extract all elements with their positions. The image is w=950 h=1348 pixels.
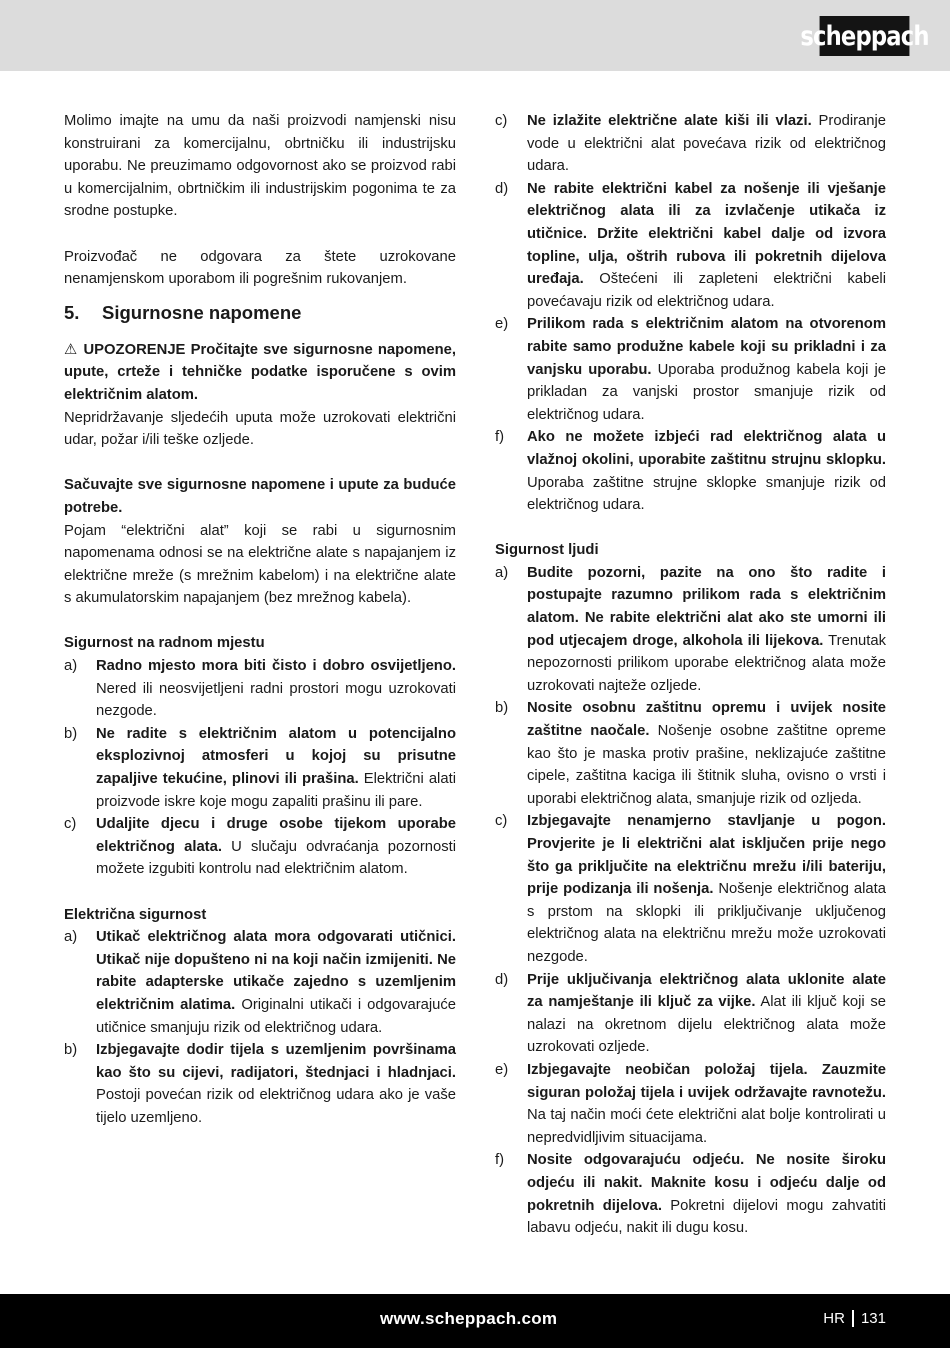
item-text: Nosite osobnu zaštitnu opremu i uvijek nosite zaštitne naočale. Nošenje osobne zaštitne opreme kao što je maska protiv prašine, neklizajuće zaštitne cipele, zaštitna kaciga ili štitnik sluha, ovisno o vrsti i uporabi električnog alata, smanjuje rizik od ozljeda.	[527, 700, 886, 807]
power-tool-definition: Pojam “električni alat” koji se rabi u sigurnosnim napomenama odnosi se na električne alate s napajanjem iz električne mreže (s mrežnim kabelom) i na električne alate s akumulatorskim napajanjem (bez mrežnog kabela).	[64, 522, 456, 607]
page-number: 131	[860, 1310, 886, 1327]
list-item	[495, 426, 886, 516]
list-item	[495, 110, 886, 178]
section-heading	[64, 300, 456, 326]
list-item	[495, 1149, 886, 1239]
item-label: a)	[495, 564, 509, 581]
item-text: Izbjegavajte neobičan položaj tijela. Zauzmite siguran položaj tijela i uvijek održavajte ravnotežu. Na taj način moći ćete električni alat bolje kontrolirati u nepredvidljivim situacijama.	[527, 1061, 886, 1146]
list-item	[495, 969, 886, 1059]
right-column	[495, 110, 886, 1240]
item-text: Budite pozorni, pazite na ono što radite i postupajte razumno prilikom rada s električnim alatom. Ne rabite električni alat ako ste umorni ili pod utjecajem droge, alkohola ili lijekova. Trenutak nepozornosti prilikom uporabe električnog alata može uzrokovati najteže ozljede.	[527, 564, 887, 694]
list-item	[495, 1059, 886, 1149]
scheppach-logo: scheppach	[820, 16, 910, 56]
item-label: c)	[64, 816, 77, 833]
item-label: f)	[495, 1152, 505, 1169]
header-band	[0, 0, 950, 71]
list-item	[495, 810, 886, 968]
item-label: d)	[495, 180, 509, 197]
item-label: d)	[495, 971, 509, 988]
item-text: Prilikom rada s električnim alatom na otvorenom rabite samo produžne kabele koji su prikladni i za vanjsku uporabu. Uporaba produžnog kabela koji je prikladan za vanjski prostor smanjuje rizik od električnog udara.	[527, 316, 886, 423]
list-item	[495, 313, 886, 426]
item-text: Izbjegavajte nenamjerno stavljanje u pogon. Provjerite je li električni alat isključen prije nego što ga priključite na električnu mrežu i/ili bateriju, prije podizanja ili nošenja. Nošenje električnog alata s prstom na sklopki ili priključivanje uključenog električnog alata na električnu mrežu može uzrokovati nezgode.	[527, 813, 886, 965]
item-text: Ako ne možete izbjeći rad električnog alata u vlažnoj okolini, uporabite zaštitnu strujnu sklopku. Uporaba zaštitne strujne sklopke smanjuje rizik od električnog udara.	[527, 429, 886, 514]
footer-page-info	[823, 1310, 886, 1327]
item-label: a)	[64, 658, 78, 675]
item-label: b)	[495, 700, 509, 717]
item-label: a)	[64, 929, 78, 946]
item-text: Radno mjesto mora biti čisto i dobro osvijetljeno. Nered ili neosvijetljeni radni prostori mogu uzrokovati nezgode.	[96, 658, 456, 720]
people-heading: Sigurnost ljudi	[495, 542, 599, 559]
intro-paragraph-2: Proizvođač ne odgovara za štete uzrokovane nenamjenskom uporabom ili pogrešnim rukovanjem.	[64, 248, 456, 288]
list-item	[64, 655, 456, 723]
warning-paragraph	[64, 339, 456, 407]
item-text: Ne radite s električnim alatom u potencijalno eksplozivnoj atmosferi u kojoj su prisutne zapaljive tekućine, plinovi ili prašina. Električni alati proizvode iskre koje mogu zapaliti prašinu ili pare.	[96, 725, 456, 810]
item-text: Prije uključivanja električnog alata uklonite alate za namještanje ili ključ za vijke. Alat ili ključ koji se nalazi na okretnom dijelu električnog alata može uzrokovati ozljede.	[527, 971, 887, 1056]
list-item	[64, 926, 456, 1039]
electrical-heading: Električna sigurnost	[64, 906, 207, 923]
list-item	[495, 178, 886, 314]
footer-band	[0, 1294, 950, 1348]
item-text: Ne izlažite električne alate kiši ili vlazi. Prodiranje vode u električni alat povećava rizik od električnog udara.	[527, 113, 887, 175]
section-title: Sigurnosne napomene	[102, 301, 302, 323]
item-label: c)	[495, 813, 508, 830]
list-item	[495, 562, 886, 698]
item-label: e)	[495, 316, 509, 333]
item-label: e)	[495, 1061, 509, 1078]
section-number: 5.	[64, 301, 80, 323]
list-item	[64, 1039, 456, 1129]
footer-website-link[interactable]: www.scheppach.com	[380, 1309, 558, 1328]
list-item	[495, 697, 886, 810]
footer-separator	[852, 1310, 854, 1327]
item-text: Utikač električnog alata mora odgovarati utičnici. Utikač nije dopušteno ni na koji način izmijeniti. Ne rabite adapterske utikače zajedno s uzemljenim električnim alatima. Originalni utikači i odgovarajuće utičnice smanjuju rizik od električnog udara.	[96, 929, 456, 1036]
workplace-heading: Sigurnost na radnom mjestu	[64, 635, 265, 652]
item-label: b)	[64, 725, 78, 742]
language-code: HR	[823, 1310, 845, 1327]
item-label: b)	[64, 1042, 78, 1059]
intro-paragraph-1: Molimo imajte na umu da naši proizvodi namjenski nisu konstruirani za komercijalnu, obrtničku ili industrijsku uporabu. Ne preuzimamo odgovornost ako se proizvod rabi u komercijalnim, obrtničkim ili industrijskim pogonima te za srodne postupke.	[64, 113, 456, 220]
warning-icon: ⚠	[64, 341, 79, 358]
item-text: Izbjegavajte dodir tijela s uzemljenim površinama kao što su cijevi, radijatori, štednjaci i hladnjaci. Postoji povećan rizik od električnog udara ako je vaše tijelo uzemljeno.	[96, 1042, 456, 1126]
list-item	[64, 813, 456, 881]
left-column	[64, 110, 456, 1130]
keep-instructions: Sačuvajte sve sigurnosne napomene i upute za buduće potrebe.	[64, 477, 456, 516]
warning-bold-text: UPOZORENJE Pročitajte sve sigurnosne napomene, upute, crteže i tehničke podatke isporučene s ovim električnim alatom.	[64, 341, 456, 403]
list-item	[64, 723, 456, 813]
warning-consequence: Nepridržavanje sljedećih uputa može uzrokovati električni udar, požar i/ili teške ozljede.	[64, 409, 456, 449]
item-text: Nosite odgovarajuću odjeću. Ne nosite široku odjeću ili nakit. Maknite kosu i odjeću dalje od pokretnih dijelova. Pokretni dijelovi mogu zahvatiti labavu odjeću, nakit ili dugu kosu.	[527, 1152, 886, 1237]
item-text: Ne rabite električni kabel za nošenje ili vješanje električnog alata ili za izvlačenje utikača iz utičnice. Držite električni kabel dalje od izvora topline, ulja, oštrih rubova ili pokretnih dijelova uređaja. Oštećeni ili zapleteni električni kabeli povećavaju rizik od električnog udara.	[527, 180, 886, 310]
item-text: Udaljite djecu i druge osobe tijekom uporabe električnog alata. U slučaju odvraćanja pozornosti možete izgubiti kontrolu nad električnim alatom.	[96, 816, 456, 878]
item-label: c)	[495, 113, 508, 129]
item-label: f)	[495, 429, 505, 446]
